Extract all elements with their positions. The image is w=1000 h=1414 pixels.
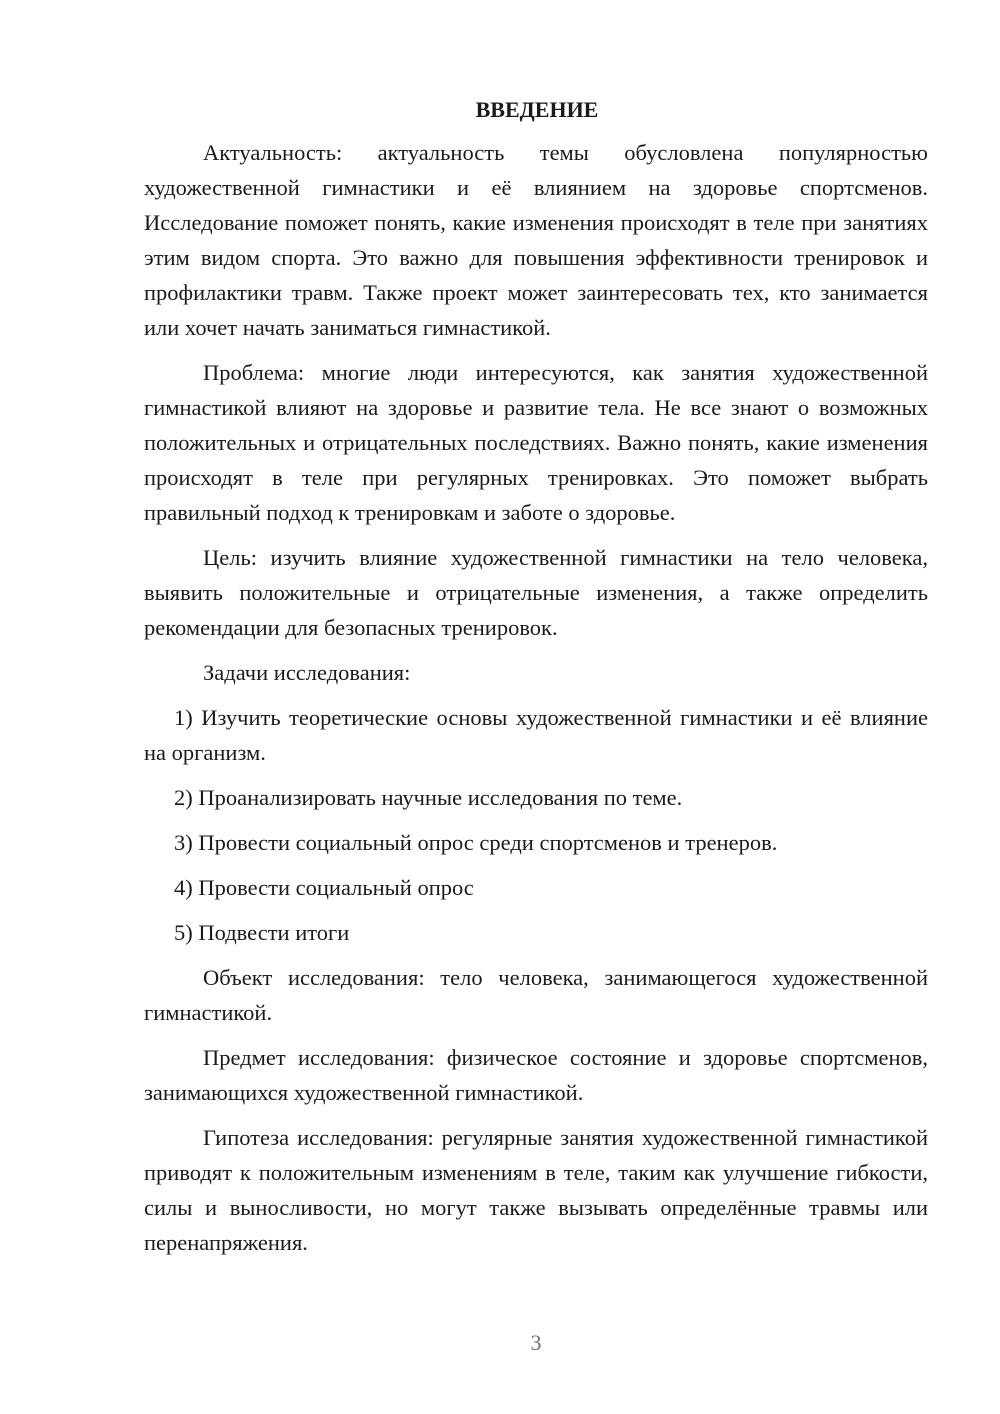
task-item-3: 3) Провести социальный опрос среди спортсменов и тренеров. [174,830,778,855]
page-number: 3 [530,1330,542,1355]
subject-paragraph: Предмет исследования: физическое состояние и здоровье спортсменов, занимающихся художественной гимнастикой. [144,1045,928,1105]
task-item-4: 4) Провести социальный опрос [174,875,474,900]
task-item-1: 1) Изучить теоретические основы художественной гимнастики и её влияние на организм. [144,705,928,765]
problem-paragraph: Проблема: многие люди интересуются, как занятия художественной гимнастикой влияют на здоровье и развитие тела. Не все знают о возможных положительных и отрицательных последствиях. Важно понять, какие изменения происходят в теле при регулярных тренировках. Это поможет выбрать правильный подход к тренировкам и заботе о здоровье. [144,360,928,525]
page-title: ВВЕДЕНИЕ [475,97,599,122]
goal-paragraph: Цель: изучить влияние художественной гимнастики на тело человека, выявить положительные и отрицательные изменения, а также определить рекомендации для безопасных тренировок. [144,545,928,640]
object-paragraph: Объект исследования: тело человека, занимающегося художественной гимнастикой. [144,965,928,1025]
task-item-2: 2) Проанализировать научные исследования по теме. [174,785,683,810]
relevance-paragraph: Актуальность: актуальность темы обусловлена популярностью художественной гимнастики и её влиянием на здоровье спортсменов. Исследование поможет понять, какие изменения происходят в теле при занятиях этим видом спорта. Это важно для повышения эффективности тренировок и профилактики травм. Также проект может заинтересовать тех, кто занимается или хочет начать заниматься гимнастикой. [144,140,928,340]
page-content [144,92,928,1270]
tasks-heading: Задачи исследования: [203,660,411,685]
task-item-5: 5) Подвести итоги [174,920,350,945]
hypothesis-paragraph: Гипотеза исследования: регулярные занятия художественной гимнастикой приводят к положительным изменениям в теле, таким как улучшение гибкости, силы и выносливости, но могут также вызывать определённые травмы или перенапряжения. [144,1125,928,1255]
